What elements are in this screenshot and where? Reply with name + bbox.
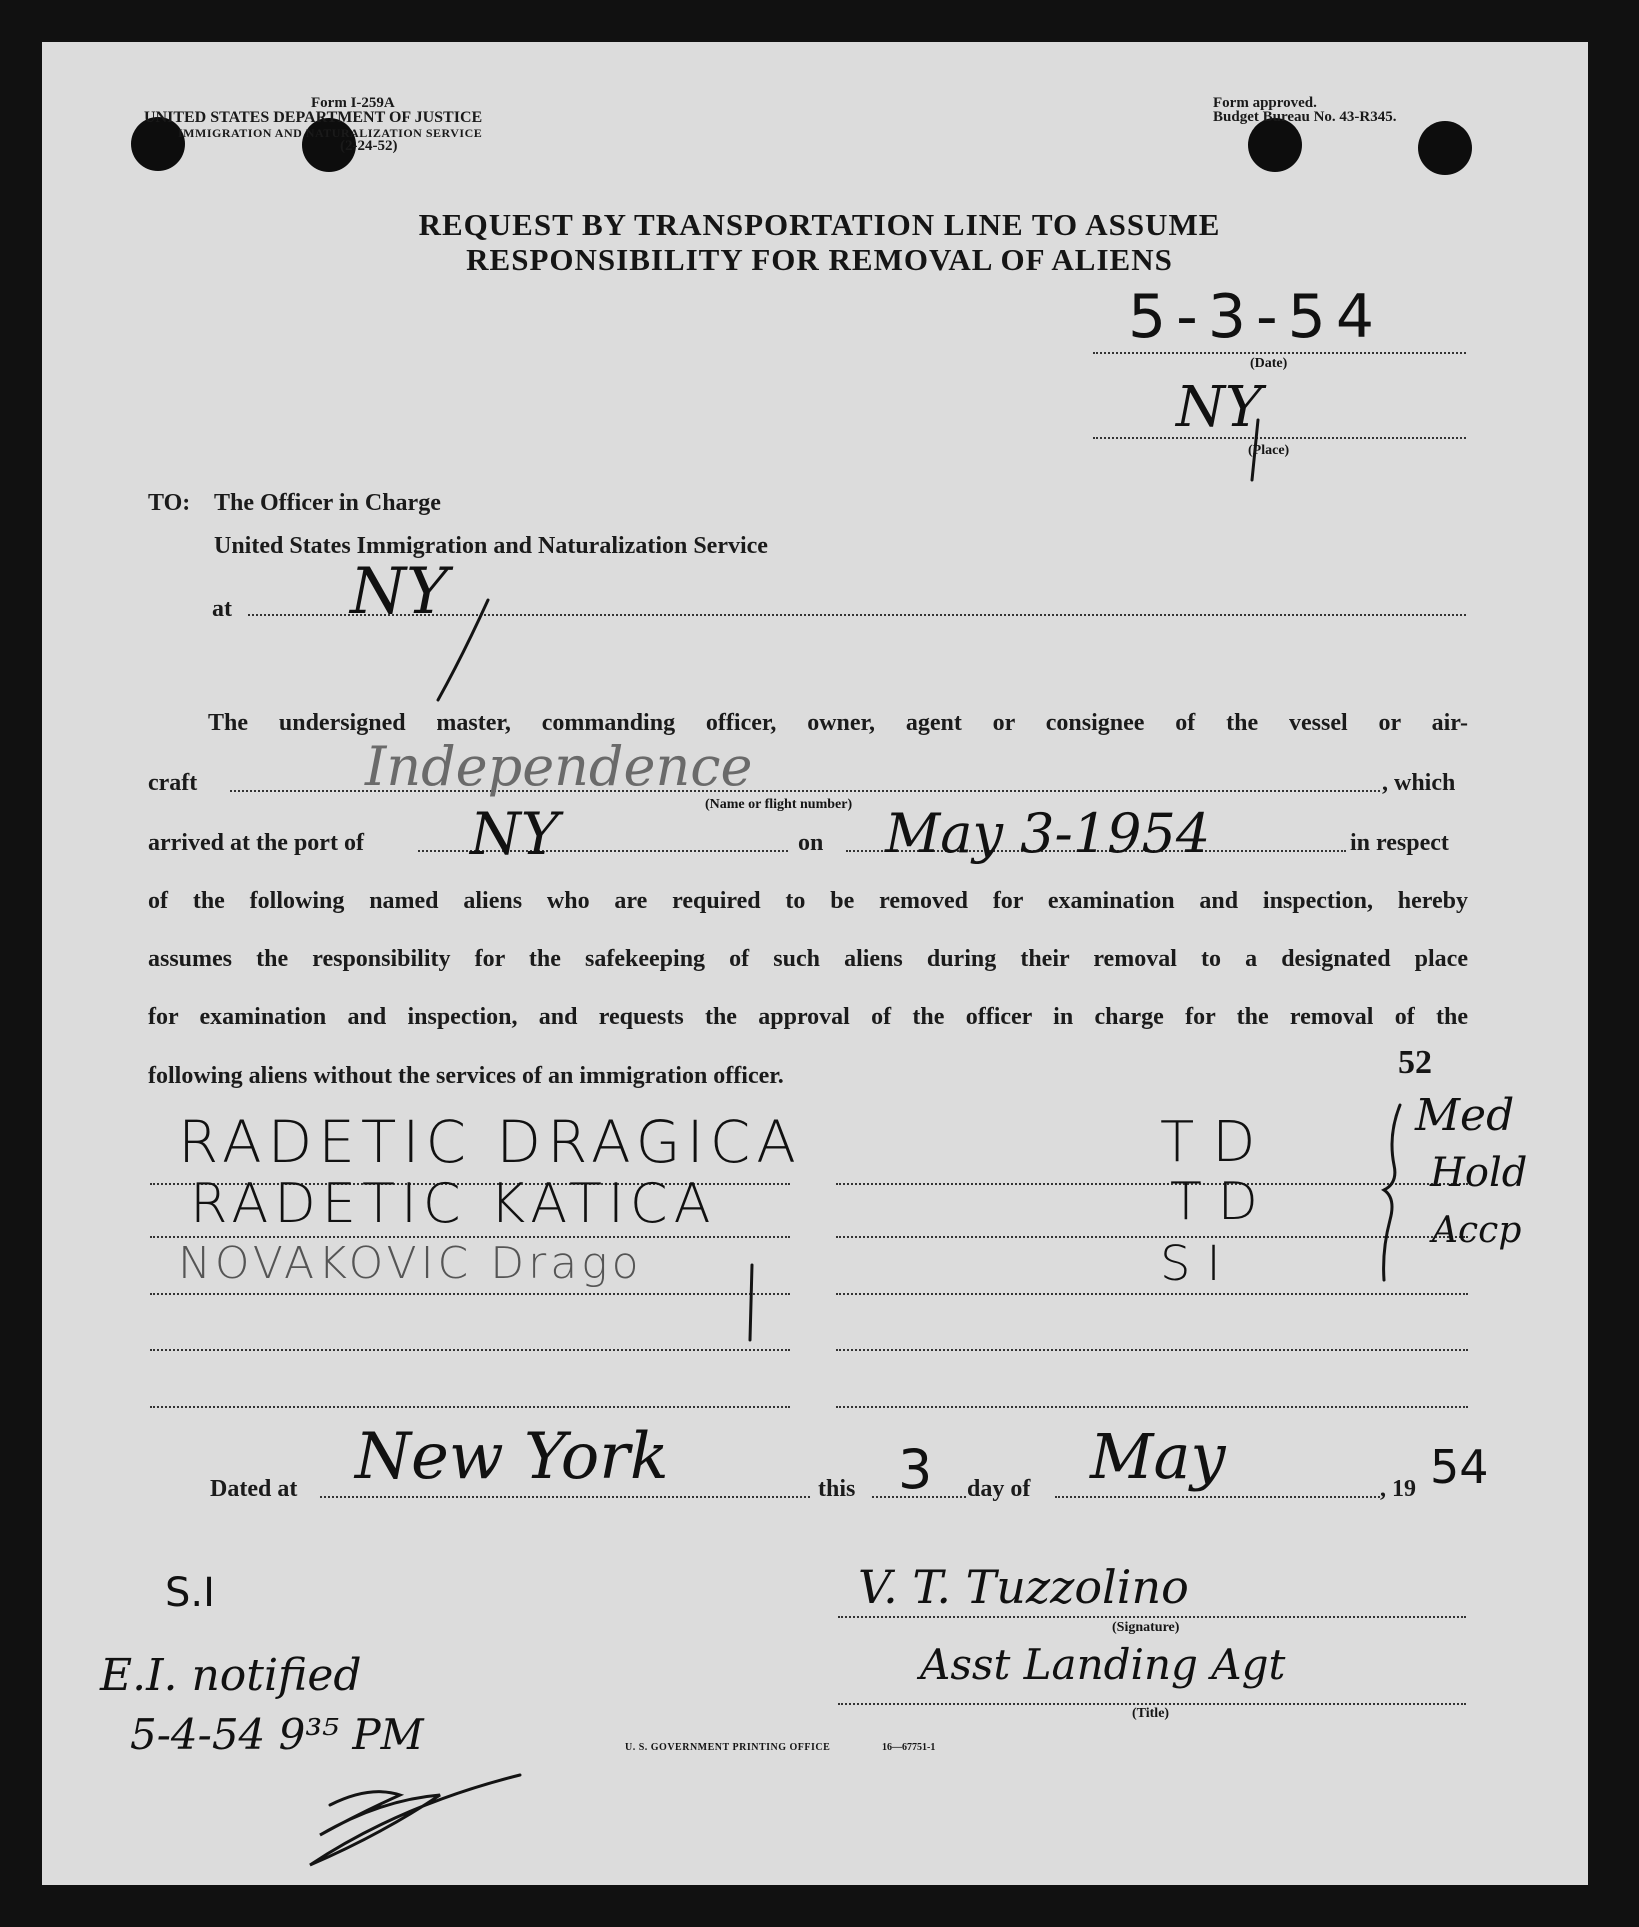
- body-line-6: following aliens without the services of an immigration officer.: [148, 1063, 784, 1089]
- signature-value: V. T. Tuzzolino: [858, 1560, 1189, 1614]
- place-line: [1093, 437, 1466, 439]
- date-line: [1093, 352, 1466, 354]
- at-label: at: [212, 596, 232, 622]
- margin-note-line-2: Hold: [1430, 1150, 1528, 1196]
- port-value: NY: [470, 800, 560, 868]
- place-caption: (Place): [1248, 443, 1290, 458]
- vessel-value: Independence: [365, 735, 753, 798]
- date-value: 5-3-54: [1128, 282, 1384, 352]
- to-label: TO:: [148, 490, 191, 516]
- arrival-date-value: May 3-1954: [885, 802, 1211, 865]
- form-approved: Form approved.: [1213, 95, 1317, 111]
- this-label: this: [818, 1476, 856, 1502]
- title-line: [838, 1703, 1466, 1705]
- alien-row-line: [836, 1183, 1468, 1185]
- alien-row-line: [150, 1349, 790, 1351]
- printer-code: 16—67751-1: [882, 1742, 936, 1753]
- ei-notified-note: E.I. notified: [100, 1650, 362, 1701]
- alien-row-line: [150, 1406, 790, 1408]
- form-number: Form I-259A: [311, 95, 395, 111]
- body-line-4: assumes the responsibility for the safekeeping of such aliens during their removal to a designated place: [148, 946, 1468, 972]
- year-prefix: , 19: [1380, 1476, 1416, 1502]
- alien-class-2: TD: [1170, 1172, 1274, 1232]
- alien-name-2: RADETIC KATICA: [190, 1172, 717, 1235]
- budget-bureau-number: Budget Bureau No. 43-R345.: [1213, 109, 1397, 125]
- which-label: , which: [1382, 770, 1456, 796]
- alien-row-line: [150, 1293, 790, 1295]
- addressee-line-2: United States Immigration and Naturalization Service: [214, 533, 768, 559]
- si-note: S.I: [165, 1570, 215, 1616]
- alien-row-line: [836, 1406, 1468, 1408]
- body-line-3: of the following named aliens who are required to be removed for examination and inspection, hereby: [148, 888, 1468, 914]
- on-label: on: [798, 830, 824, 856]
- place-value: NY: [1176, 375, 1262, 440]
- dated-at-line: [320, 1496, 810, 1498]
- form-title-line-2: RESPONSIBILITY FOR REMOVAL OF ALIENS: [466, 242, 1173, 277]
- alien-row-line: [836, 1293, 1468, 1295]
- count-stamp: 52: [1398, 1044, 1432, 1081]
- alien-name-1: RADETIC DRAGICA: [178, 1108, 802, 1176]
- addressee-line-1: The Officer in Charge: [214, 490, 441, 516]
- punch-hole: [1418, 121, 1472, 175]
- day-of-label: day of: [967, 1476, 1031, 1502]
- alien-class-1: TD: [1160, 1110, 1274, 1175]
- department-name: UNITED STATES DEPARTMENT OF JUSTICE: [144, 109, 483, 126]
- printer-name: U. S. GOVERNMENT PRINTING OFFICE: [625, 1742, 831, 1753]
- signature-caption: (Signature): [1112, 1620, 1180, 1635]
- dated-at-label: Dated at: [210, 1476, 298, 1502]
- date-caption: (Date): [1250, 356, 1288, 371]
- arrived-label: arrived at the port of: [148, 830, 364, 856]
- body-line-5: for examination and inspection, and requests the approval of the officer in charge for the removal of the: [148, 1004, 1468, 1030]
- vessel-caption: (Name or flight number): [705, 797, 853, 812]
- body-intro: The undersigned master, commanding officer, owner, agent or consignee of the vessel or air-: [208, 710, 1468, 736]
- alien-name-3: NOVAKOVIC Drago: [178, 1238, 643, 1289]
- month-line: [1055, 1496, 1380, 1498]
- month-value: May: [1090, 1420, 1226, 1493]
- margin-note-line-1: Med: [1415, 1090, 1515, 1141]
- service-name: IMMIGRATION AND NATURALIZATION SERVICE: [178, 126, 483, 140]
- year-value: 54: [1430, 1440, 1489, 1494]
- alien-row-line: [836, 1236, 1468, 1238]
- dated-at-value: New York: [355, 1420, 669, 1494]
- notification-timestamp: 5-4-54 9³⁵ PM: [130, 1710, 424, 1759]
- title-value: Asst Landing Agt: [920, 1640, 1286, 1689]
- in-respect-label: in respect: [1350, 830, 1449, 856]
- form-title-line-1: REQUEST BY TRANSPORTATION LINE TO ASSUME: [418, 207, 1221, 242]
- alien-row-line: [836, 1349, 1468, 1351]
- day-value: 3: [898, 1438, 933, 1501]
- form-revision: (2-24-52): [340, 138, 398, 154]
- title-caption: (Title): [1132, 1706, 1170, 1721]
- craft-label: craft: [148, 770, 198, 796]
- punch-hole: [1248, 118, 1302, 172]
- signature-line: [838, 1616, 1466, 1618]
- at-value: NY: [350, 555, 449, 629]
- margin-note-line-3: Accp: [1432, 1210, 1522, 1251]
- alien-class-3: SI: [1160, 1236, 1237, 1292]
